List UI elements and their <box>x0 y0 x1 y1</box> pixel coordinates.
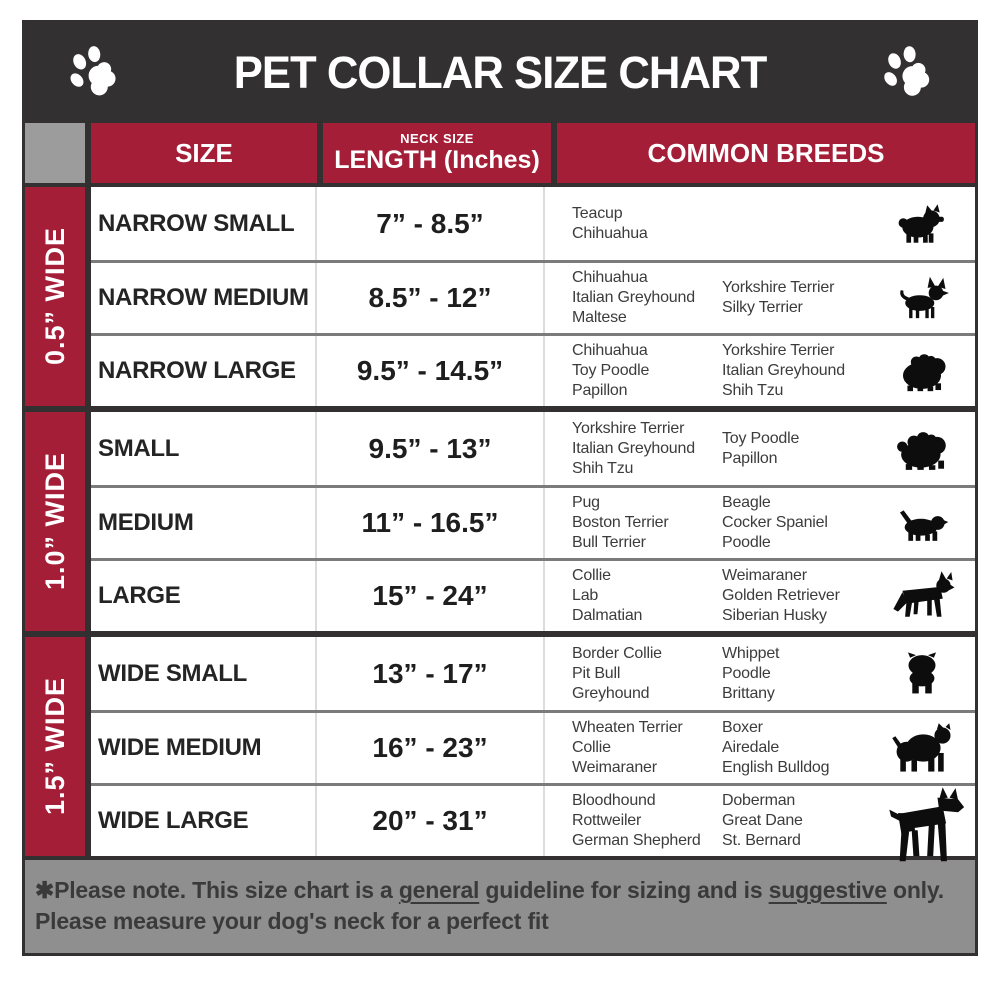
shepherd-icon <box>889 570 955 622</box>
breeds-cell <box>545 412 975 485</box>
breeds-cell <box>545 637 975 710</box>
length-cell: 11” - 16.5” <box>317 488 545 558</box>
table-row <box>91 637 975 710</box>
page-title: PET COLLAR SIZE CHART <box>233 47 767 98</box>
breeds-list: Teacup Chihuahua <box>572 204 648 242</box>
breeds-list: Whippet Poodle Brittany <box>722 644 780 702</box>
width-group-0.5 <box>25 187 975 406</box>
table-row <box>91 710 975 783</box>
width-group-1.0 <box>25 412 975 631</box>
footer-note <box>25 860 975 953</box>
size-cell: WIDE LARGE <box>91 786 317 856</box>
chihuahua-icon <box>894 275 950 321</box>
column-header-size: SIZE <box>91 123 317 183</box>
size-cell: NARROW SMALL <box>91 187 317 260</box>
beagle-icon <box>891 502 953 544</box>
width-label-0.5: 0.5” WIDE <box>25 187 85 406</box>
length-cell: 13” - 17” <box>317 637 545 710</box>
width-label-1.5: 1.5” WIDE <box>25 637 85 856</box>
length-cell: 9.5” - 13” <box>317 412 545 485</box>
pitbull-icon <box>891 720 953 776</box>
size-cell: WIDE MEDIUM <box>91 713 317 783</box>
length-cell: 7” - 8.5” <box>317 187 545 260</box>
width-group-1.5 <box>25 637 975 856</box>
table-row <box>91 412 975 485</box>
breeds-list: Wheaten Terrier Collie Weimaraner <box>572 719 683 776</box>
shih-tzu-icon <box>894 347 950 395</box>
breeds-list: Toy Poodle Papillon <box>722 429 800 467</box>
size-cell: WIDE SMALL <box>91 637 317 710</box>
title-bar <box>25 23 975 123</box>
table-row <box>91 783 975 856</box>
breeds-list: Weimaraner Golden Retriever Siberian Husky <box>722 567 840 624</box>
breeds-cell <box>545 786 975 856</box>
breeds-list: Border Collie Pit Bull Greyhound <box>572 644 662 702</box>
footer-note-line2: Please measure your dog's neck for a perfect fit <box>35 908 549 934</box>
breeds-cell <box>545 336 975 406</box>
table-row <box>91 187 975 260</box>
table-header-row <box>25 123 975 183</box>
table-row <box>91 485 975 558</box>
breeds-list: Collie Lab Dalmatian <box>572 567 643 624</box>
column-header-neck-size <box>323 123 551 183</box>
size-cell: MEDIUM <box>91 488 317 558</box>
breeds-list: Chihuahua Italian Greyhound Maltese <box>572 269 695 326</box>
width-label-1.0: 1.0” WIDE <box>25 412 85 631</box>
length-cell: 20” - 31” <box>317 786 545 856</box>
breeds-list: Boxer Airedale English Bulldog <box>722 719 830 776</box>
doberman-icon <box>879 782 965 870</box>
size-cell: NARROW LARGE <box>91 336 317 406</box>
table-row <box>91 333 975 406</box>
breeds-list: Yorkshire Terrier Silky Terrier <box>722 279 835 316</box>
length-cell: 9.5” - 14.5” <box>317 336 545 406</box>
breeds-cell <box>545 561 975 631</box>
breeds-cell <box>545 263 975 333</box>
breeds-cell <box>545 187 975 260</box>
pekingese-icon <box>893 425 951 473</box>
length-cell: 15” - 24” <box>317 561 545 631</box>
breeds-cell <box>545 488 975 558</box>
bulldog-icon <box>895 649 949 699</box>
length-cell: 8.5” - 12” <box>317 263 545 333</box>
length-cell: 16” - 23” <box>317 713 545 783</box>
size-chart-frame <box>22 20 978 956</box>
footer-note-line1: ✱Please note. This size chart is a general guideline for sizing and is suggestive only. <box>35 877 944 903</box>
table-row <box>91 260 975 333</box>
size-cell: NARROW MEDIUM <box>91 263 317 333</box>
breeds-list: Doberman Great Dane St. Bernard <box>722 792 803 849</box>
yorkie-icon <box>896 203 948 245</box>
header-corner-spacer <box>25 123 85 183</box>
breeds-list: Beagle Cocker Spaniel Poodle <box>722 494 828 551</box>
table-row <box>91 558 975 631</box>
size-cell: LARGE <box>91 561 317 631</box>
breeds-cell <box>545 713 975 783</box>
size-cell: SMALL <box>91 412 317 485</box>
breeds-list: Yorkshire Terrier Italian Greyhound Shih Tzu <box>722 342 845 399</box>
neck-size-label: NECK SIZE <box>400 131 474 146</box>
length-inches-label: LENGTH (Inches) <box>334 146 540 174</box>
breeds-list: Yorkshire Terrier Italian Greyhound Shih Tzu <box>572 419 695 477</box>
column-header-common-breeds: COMMON BREEDS <box>557 123 975 183</box>
breeds-list: Bloodhound Rottweiler German Shepherd <box>572 792 701 849</box>
breeds-list: Pug Boston Terrier Bull Terrier <box>572 494 669 551</box>
breeds-list: Chihuahua Toy Poodle Papillon <box>572 342 650 399</box>
